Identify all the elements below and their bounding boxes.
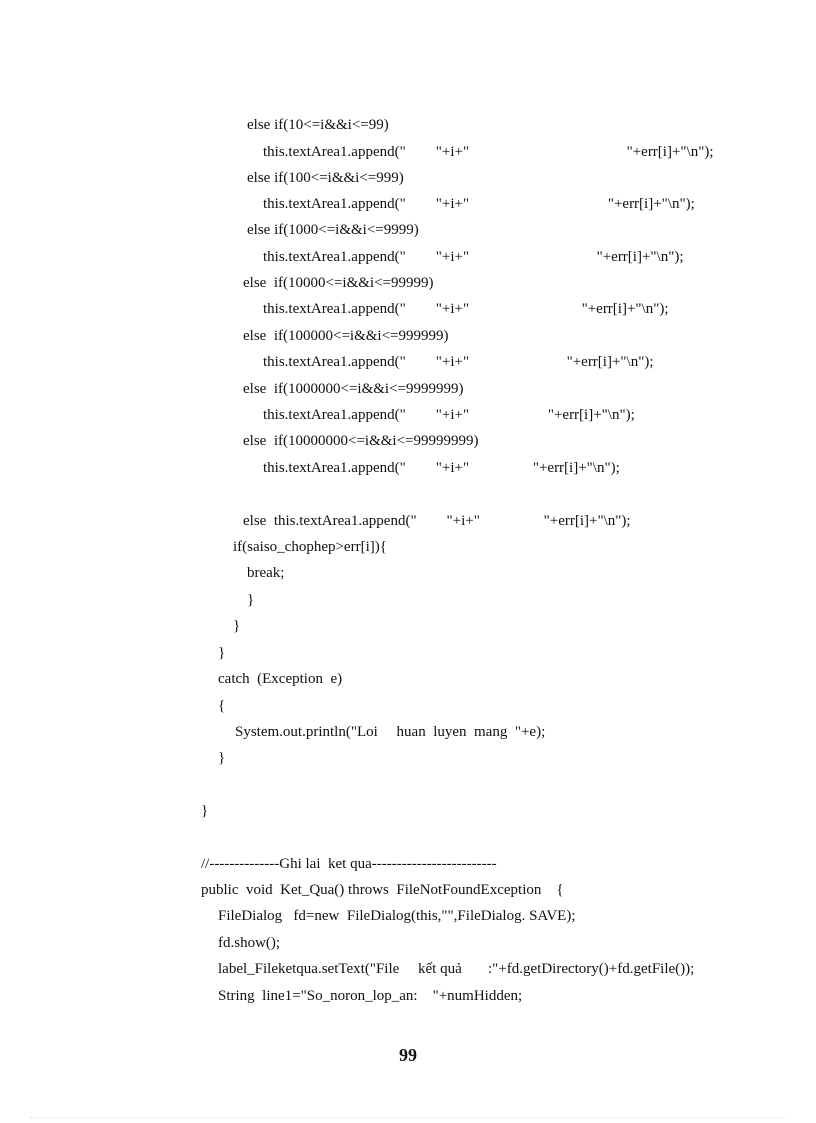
- code-line: FileDialog fd=new FileDialog(this,"",FileDialog. SAVE);: [218, 908, 576, 924]
- page-bottom-rule: [30, 1117, 786, 1118]
- code-line: else if(100<=i&&i<=999): [247, 170, 404, 186]
- code-line: }: [247, 592, 255, 608]
- code-line: this.textArea1.append(" "+i+" "+err[i]+"\n");: [263, 460, 620, 476]
- code-line: fd.show();: [218, 935, 281, 951]
- code-line: }: [218, 750, 226, 766]
- code-line: else if(1000<=i&&i<=9999): [247, 222, 419, 238]
- code-line: }: [233, 618, 241, 634]
- code-line: else if(10000<=i&&i<=99999): [243, 275, 434, 291]
- code-line: else if(100000<=i&&i<=999999): [243, 328, 449, 344]
- code-line: if(saiso_chophep>err[i]){: [233, 539, 387, 555]
- code-line: }: [201, 803, 209, 819]
- code-line: this.textArea1.append(" "+i+" "+err[i]+"\n");: [263, 249, 684, 265]
- code-line: System.out.println("Loi huan luyen mang "+e);: [235, 724, 546, 740]
- code-line: label_Fileketqua.setText("File kết quả :"+fd.getDirectory()+fd.getFile());: [218, 961, 695, 977]
- code-line: }: [218, 645, 226, 661]
- code-line: else this.textArea1.append(" "+i+" "+err[i]+"\n");: [243, 513, 631, 529]
- code-line: {: [218, 698, 226, 714]
- code-line: else if(10000000<=i&&i<=99999999): [243, 433, 479, 449]
- code-line: catch (Exception e): [218, 671, 343, 687]
- code-line: this.textArea1.append(" "+i+" "+err[i]+"\n");: [263, 354, 654, 370]
- code-line: break;: [247, 565, 285, 581]
- code-line: else if(1000000<=i&&i<=9999999): [243, 381, 464, 397]
- code-line: this.textArea1.append(" "+i+" "+err[i]+"\n");: [263, 144, 714, 160]
- code-line: public void Ket_Qua() throws FileNotFoundException {: [201, 882, 564, 898]
- code-line: //--------------Ghi lai ket qua-------------------------: [201, 856, 497, 872]
- code-line: this.textArea1.append(" "+i+" "+err[i]+"\n");: [263, 196, 695, 212]
- code-line: else if(10<=i&&i<=99): [247, 117, 389, 133]
- code-line: String line1="So_noron_lop_an: "+numHidden;: [218, 988, 523, 1004]
- code-line: this.textArea1.append(" "+i+" "+err[i]+"\n");: [263, 301, 669, 317]
- page-number: 99: [399, 1045, 417, 1065]
- code-line: this.textArea1.append(" "+i+" "+err[i]+"\n");: [263, 407, 635, 423]
